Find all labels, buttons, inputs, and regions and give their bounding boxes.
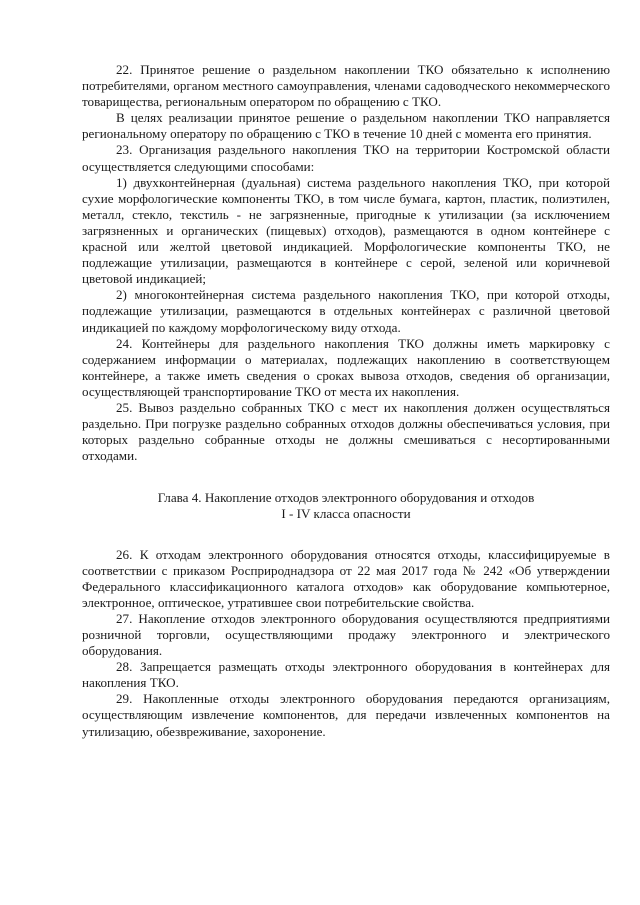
document-page bbox=[82, 62, 610, 740]
paragraph-25: 25. Вывоз раздельно собранных ТКО с мест их накопления должен осуществляться раздельно. При погрузке раздельно собранных отходов должны обеспечиваться условия, при которых раздельно собранные отходы не должны смешиваться с несортированными отходами. bbox=[82, 399, 610, 464]
paragraph-22-note: В целях реализации принятое решение о раздельном накоплении ТКО направляется региональному оператору по обращению с ТКО в течение 10 дней с момента его принятия. bbox=[82, 110, 610, 142]
paragraph-27: 27. Накопление отходов электронного оборудования осуществляются предприятиями розничной торговли, осуществляющими продажу электронного и электрического оборудования. bbox=[82, 610, 610, 659]
paragraph-26: 26. К отходам электронного оборудования относятся отходы, классифицируемые в соответствии с приказом Росприроднадзора от 22 мая 2017 года № 242 «Об утверждении Федерального классификационного каталога отходов» как оборудование компьютерное, электронное, оптическое, утратившее свои потребительские свойства. bbox=[82, 546, 610, 610]
paragraph-23-item-1: 1) двухконтейнерная (дуальная) система раздельного накопления ТКО, при которой сухие морфологические компоненты ТКО, в том числе бумага, картон, пластик, полиэтилен, металл, стекло, текстиль - не загрязненные, пригодные к утилизации (за исключением загрязненных и органических (пищевых) отходов), размещаются в одном контейнере с красной или желтой цветовой индикацией. Морфологические компоненты ТКО, не подлежащие утилизации, размещаются в контейнере с серой, зеленой или коричневой цветовой индикацией; bbox=[82, 174, 610, 287]
chapter-heading bbox=[82, 490, 610, 522]
chapter-heading-line-1: Глава 4. Накопление отходов электронного оборудования и отходов bbox=[157, 490, 535, 506]
paragraph-24: 24. Контейнеры для раздельного накопления ТКО должны иметь маркировку с содержанием информации о материалах, подлежащих накоплению в соответствующем контейнере, а также иметь сведения о сроках вывоза отходов, сведения об организации, осуществляющей транспортирование ТКО от места их накопления. bbox=[82, 335, 610, 399]
paragraph-23-item-2: 2) многоконтейнерная система раздельного накопления ТКО, при которой отходы, подлежащие утилизации, размещаются в отдельных контейнерах с различной цветовой индикацией по каждому морфологическому виду отхода. bbox=[82, 287, 610, 335]
chapter-heading-line-2: I - IV класса опасности bbox=[281, 506, 411, 522]
paragraph-22: 22. Принятое решение о раздельном накоплении ТКО обязательно к исполнению потребителями, органом местного самоуправления, членами садоводческого некоммерческого товарищества, региональным оператором по обращению с ТКО. bbox=[82, 62, 610, 110]
paragraph-29: 29. Накопленные отходы электронного оборудования передаются организациям, осуществляющим извлечение компонентов, для передачи извлеченных компонентов на утилизацию, обезвреживание, захоронение. bbox=[82, 691, 610, 739]
paragraph-23: 23. Организация раздельного накопления ТКО на территории Костромской области осуществляется следующими способами: bbox=[82, 142, 610, 174]
paragraph-28: 28. Запрещается размещать отходы электронного оборудования в контейнерах для накопления ТКО. bbox=[82, 659, 610, 691]
